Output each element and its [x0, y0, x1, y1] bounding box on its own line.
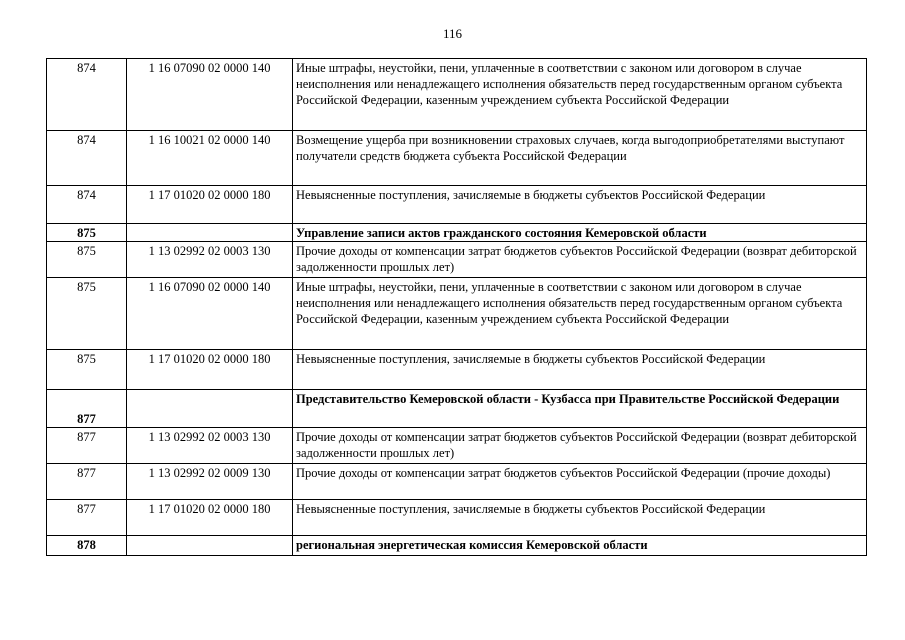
revenue-name-cell: Иные штрафы, неустойки, пени, уплаченные в соответствии с законом или договором в случае неисполнения или ненадлежащего исполнения обязательств перед государственным органом субъекта Российской Федерации, казенным учреждением субъекта Российской Федерации: [293, 278, 867, 350]
admin-code-cell: 875: [47, 242, 127, 278]
table-row-section-header: [47, 224, 867, 242]
table-row-section-header: [47, 536, 867, 556]
section-title-cell: региональная энергетическая комиссия Кемеровской области: [293, 536, 867, 556]
table-row: [47, 428, 867, 464]
budget-code-cell: 1 13 02992 02 0003 130: [127, 242, 293, 278]
admin-code-cell: 875: [47, 350, 127, 390]
revenue-name-cell: Невыясненные поступления, зачисляемые в бюджеты субъектов Российской Федерации: [293, 350, 867, 390]
page-number: 116: [442, 26, 463, 41]
table-row-section-header: [47, 390, 867, 428]
budget-code-cell: [127, 536, 293, 556]
revenue-name-cell: Прочие доходы от компенсации затрат бюджетов субъектов Российской Федерации (прочие доходы): [293, 464, 867, 500]
admin-code-cell: 877: [47, 464, 127, 500]
revenue-name-cell: Иные штрафы, неустойки, пени, уплаченные в соответствии с законом или договором в случае неисполнения или ненадлежащего исполнения обязательств перед государственным органом субъекта Российской Федерации, казенным учреждением субъекта Российской Федерации: [293, 59, 867, 131]
budget-code-cell: 1 16 07090 02 0000 140: [127, 278, 293, 350]
table-row: [47, 59, 867, 131]
revenue-name-cell: Невыясненные поступления, зачисляемые в бюджеты субъектов Российской Федерации: [293, 186, 867, 224]
admin-code-cell: 877: [47, 500, 127, 536]
table-row: [47, 464, 867, 500]
revenue-name-cell: Прочие доходы от компенсации затрат бюджетов субъектов Российской Федерации (возврат дебиторской задолженности прошлых лет): [293, 242, 867, 278]
revenue-code-table: [46, 58, 867, 556]
table-row: [47, 131, 867, 186]
section-title-cell: Управление записи актов гражданского состояния Кемеровской области: [293, 224, 867, 242]
budget-code-cell: 1 13 02992 02 0003 130: [127, 428, 293, 464]
table-row: [47, 350, 867, 390]
admin-code-cell: 875: [47, 278, 127, 350]
section-title-cell: Представительство Кемеровской области - Кузбасса при Правительстве Российской Федерации: [293, 390, 867, 428]
revenue-name-cell: Прочие доходы от компенсации затрат бюджетов субъектов Российской Федерации (возврат дебиторской задолженности прошлых лет): [293, 428, 867, 464]
budget-code-cell: 1 17 01020 02 0000 180: [127, 186, 293, 224]
admin-code-cell: 874: [47, 186, 127, 224]
admin-code-cell: 877: [47, 390, 127, 428]
admin-code-cell: 877: [47, 428, 127, 464]
table-row: [47, 278, 867, 350]
admin-code-cell: 878: [47, 536, 127, 556]
budget-code-cell: [127, 224, 293, 242]
revenue-name-cell: Возмещение ущерба при возникновении страховых случаев, когда выгодоприобретателями выступают получатели средств бюджета субъекта Российской Федерации: [293, 131, 867, 186]
table-row: [47, 242, 867, 278]
budget-code-cell: 1 17 01020 02 0000 180: [127, 350, 293, 390]
admin-code-cell: 875: [47, 224, 127, 242]
budget-code-cell: 1 16 10021 02 0000 140: [127, 131, 293, 186]
budget-code-cell: [127, 390, 293, 428]
budget-code-cell: 1 17 01020 02 0000 180: [127, 500, 293, 536]
admin-code-cell: 874: [47, 59, 127, 131]
admin-code-cell: 874: [47, 131, 127, 186]
table-row: [47, 186, 867, 224]
budget-code-cell: 1 16 07090 02 0000 140: [127, 59, 293, 131]
revenue-name-cell: Невыясненные поступления, зачисляемые в бюджеты субъектов Российской Федерации: [293, 500, 867, 536]
budget-code-cell: 1 13 02992 02 0009 130: [127, 464, 293, 500]
table-row: [47, 500, 867, 536]
